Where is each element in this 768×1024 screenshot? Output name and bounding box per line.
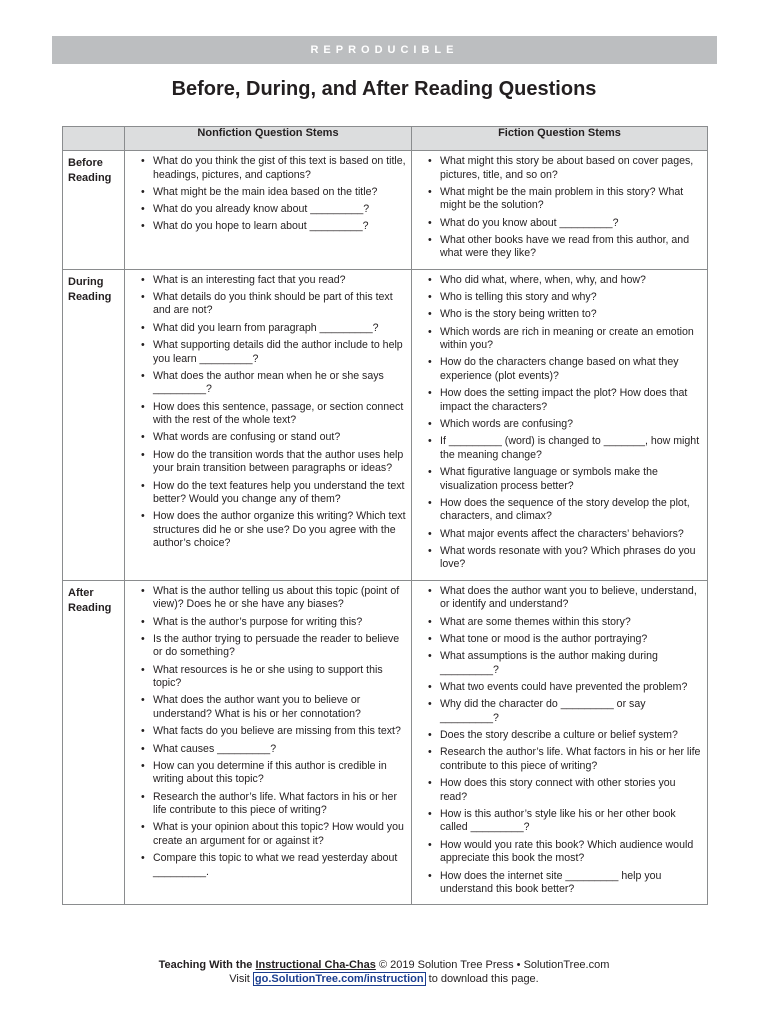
question-item: • What causes _________? bbox=[139, 743, 407, 757]
question-item: • How would you rate this book? Which audience would appreciate this book the most? bbox=[426, 839, 703, 866]
question-item: • What might be the main problem in this story? What might be the solution? bbox=[426, 186, 703, 213]
question-item: • Why did the character do _________ or say _________? bbox=[426, 698, 703, 725]
question-item: • What might this story be about based on cover pages, pictures, title, and so on? bbox=[426, 155, 703, 182]
question-item: • Which words are rich in meaning or create an emotion within you? bbox=[426, 326, 703, 353]
question-item: • How does the internet site _________ help you understand this book better? bbox=[426, 870, 703, 897]
question-item: • What words resonate with you? Which phrases do you love? bbox=[426, 545, 703, 572]
nonfiction-cell bbox=[125, 151, 412, 270]
nonfiction-question-list bbox=[125, 270, 411, 559]
footer-visit: Visit bbox=[229, 973, 253, 985]
question-item: • Who is telling this story and why? bbox=[426, 291, 703, 305]
question-item: • How is this author’s style like his or her other book called _________? bbox=[426, 808, 703, 835]
nonfiction-question-list bbox=[125, 581, 411, 887]
question-item: • How does the sequence of the story develop the plot, characters, and climax? bbox=[426, 497, 703, 524]
question-item: • How do the characters change based on what they experience (plot events)? bbox=[426, 356, 703, 383]
question-item: • What is the author’s purpose for writing this? bbox=[139, 616, 407, 630]
book-title: Instructional Cha-Chas bbox=[255, 959, 376, 971]
fiction-question-list bbox=[412, 581, 707, 905]
question-item: • What do you think the gist of this text is based on title, headings, pictures, and captions? bbox=[139, 155, 407, 182]
question-item: • What does the author mean when he or she says _________? bbox=[139, 370, 407, 397]
row-label: Before Reading bbox=[63, 151, 125, 270]
question-item: • What facts do you believe are missing from this text? bbox=[139, 725, 407, 739]
question-item: • Is the author trying to persuade the reader to believe or do something? bbox=[139, 633, 407, 660]
question-item: • Which words are confusing? bbox=[426, 418, 703, 432]
question-item: • How does this sentence, passage, or section connect with the rest of the whole text? bbox=[139, 401, 407, 428]
question-item: • What other books have we read from this author, and what were they like? bbox=[426, 234, 703, 261]
question-item: • What tone or mood is the author portraying? bbox=[426, 633, 703, 647]
fiction-cell bbox=[412, 269, 708, 580]
nonfiction-question-list bbox=[125, 151, 411, 242]
question-item: • If _________ (word) is changed to _______, how might the meaning change? bbox=[426, 435, 703, 462]
footer-download-text: to download this page. bbox=[425, 973, 539, 985]
question-item: • What are some themes within this story? bbox=[426, 616, 703, 630]
footer-copyright: © 2019 Solution Tree Press • SolutionTree.com bbox=[375, 959, 610, 971]
row-label: After Reading bbox=[63, 580, 125, 905]
question-item: • What does the author want you to believe, understand, or identify and understand? bbox=[426, 585, 703, 612]
question-item: • How does the author organize this writing? Which text structures did he or she use? Do you agree with the author’s choice? bbox=[139, 510, 407, 551]
footer-prefix: Teaching With the bbox=[158, 959, 256, 971]
page-footer bbox=[0, 958, 768, 986]
question-item: • What do you know about _________? bbox=[426, 217, 703, 231]
question-item: • Research the author’s life. What factors in his or her life contribute to this piece of writing? bbox=[426, 746, 703, 773]
download-link[interactable]: go.SolutionTree.com/instruction bbox=[254, 973, 424, 985]
nonfiction-cell bbox=[125, 580, 412, 905]
fiction-question-list bbox=[412, 270, 707, 580]
question-item: • How do the text features help you understand the text better? Would you change any of them? bbox=[139, 480, 407, 507]
fiction-cell bbox=[412, 580, 708, 905]
nonfiction-cell bbox=[125, 269, 412, 580]
question-item: • What is an interesting fact that you read? bbox=[139, 274, 407, 288]
header-nonfiction: Nonfiction Question Stems bbox=[125, 127, 412, 151]
question-item: • Compare this topic to what we read yesterday about _________. bbox=[139, 852, 407, 879]
question-item: • Research the author’s life. What factors in his or her life contribute to this piece of writing? bbox=[139, 791, 407, 818]
question-item: • Does the story describe a culture or belief system? bbox=[426, 729, 703, 743]
table-header-row bbox=[63, 127, 708, 151]
question-item: • What does the author want you to believe or understand? What is his or her connotation? bbox=[139, 694, 407, 721]
question-item: • What major events affect the characters’ behaviors? bbox=[426, 528, 703, 542]
question-item: • What might be the main idea based on the title? bbox=[139, 186, 407, 200]
question-item: • What do you hope to learn about _________? bbox=[139, 220, 407, 234]
question-item: • How do the transition words that the author uses help your brain transition between paragraphs or ideas? bbox=[139, 449, 407, 476]
header-blank bbox=[63, 127, 125, 151]
page-title: Before, During, and After Reading Questions bbox=[171, 78, 597, 100]
question-item: • How does this story connect with other stories you read? bbox=[426, 777, 703, 804]
question-stems-table bbox=[62, 126, 708, 905]
question-item: • What do you already know about _________? bbox=[139, 203, 407, 217]
question-item: • How does the setting impact the plot? How does that impact the characters? bbox=[426, 387, 703, 414]
table-row bbox=[63, 269, 708, 580]
question-item: • What is your opinion about this topic? How would you create an argument for or against it? bbox=[139, 821, 407, 848]
question-item: • What words are confusing or stand out? bbox=[139, 431, 407, 445]
fiction-question-list bbox=[412, 151, 707, 269]
fiction-cell bbox=[412, 151, 708, 270]
question-item: • What details do you think should be part of this text and are not? bbox=[139, 291, 407, 318]
question-item: • How can you determine if this author is credible in writing about this topic? bbox=[139, 760, 407, 787]
question-item: • What resources is he or she using to support this topic? bbox=[139, 664, 407, 691]
question-item: • Who did what, where, when, why, and how? bbox=[426, 274, 703, 288]
question-item: • What figurative language or symbols make the visualization process better? bbox=[426, 466, 703, 493]
reproducible-banner: REPRODUCIBLE bbox=[52, 36, 717, 64]
table-row bbox=[63, 580, 708, 905]
question-item: • What did you learn from paragraph _________? bbox=[139, 322, 407, 336]
question-item: • What assumptions is the author making during _________? bbox=[426, 650, 703, 677]
table-row bbox=[63, 151, 708, 270]
question-item: • What two events could have prevented the problem? bbox=[426, 681, 703, 695]
row-label: During Reading bbox=[63, 269, 125, 580]
question-item: • What is the author telling us about this topic (point of view)? Does he or she have any biases? bbox=[139, 585, 407, 612]
question-item: • What supporting details did the author include to help you learn _________? bbox=[139, 339, 407, 366]
question-item: • Who is the story being written to? bbox=[426, 308, 703, 322]
header-fiction: Fiction Question Stems bbox=[412, 127, 708, 151]
